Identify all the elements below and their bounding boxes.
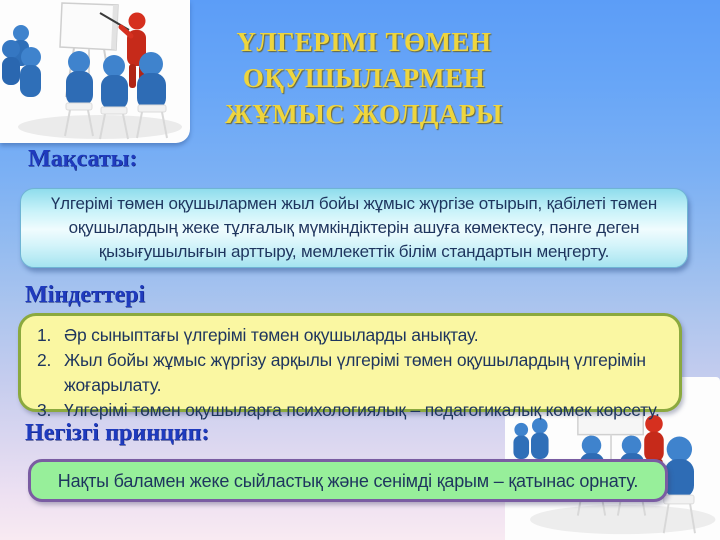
slide-title-line-3: ЖҰМЫС ЖОЛДАРЫ — [225, 99, 503, 129]
objective-number: 2. — [37, 350, 52, 370]
slide-title-line-1: ҮЛГЕРІМІ ТӨМЕН — [236, 27, 492, 57]
principle-label: Негізгі принцип: — [25, 420, 210, 446]
slide-title — [190, 24, 538, 132]
classroom-figures-image — [0, 0, 190, 143]
objective-number: 3. — [37, 400, 52, 420]
principle-text: Нақты баламен жеке сыйластық және сенімді қарым – қатынас орнату. — [57, 470, 639, 491]
objective-number: 1. — [37, 325, 52, 345]
objective-item — [37, 348, 667, 398]
objective-text: Жыл бойы жұмыс жүргізу арқылы үлгерімі төмен оқушылардың үлгерімін жоғарылату. — [64, 350, 646, 395]
goal-text: Үлгерімі төмен оқушылармен жыл бойы жұмыс жүргізе отырып, қабілеті төмен оқушылардың жеке тұлғалық мүмкіндіктерін ашуға көмектесу, пәнге деген қызығушылығын арттыру, мемлекеттік білім стандартын меңгерту. — [50, 194, 658, 261]
principle-box — [28, 459, 668, 502]
objective-text: Әр сыныптағы үлгерімі төмен оқушыларды анықтау. — [64, 325, 479, 345]
objectives-label: Міндеттері — [25, 282, 146, 308]
classroom-illustration-top-left — [0, 0, 190, 143]
goal-box — [20, 188, 688, 268]
objective-item — [37, 323, 667, 348]
goal-label: Мақсаты: — [28, 146, 138, 172]
objective-text: Үлгерімі төмен оқушыларға психологиялық – педагогикалық көмек көрсету. — [64, 400, 660, 420]
slide-title-line-2: ОҚУШЫЛАРМЕН — [242, 63, 486, 93]
objectives-box — [18, 313, 682, 420]
